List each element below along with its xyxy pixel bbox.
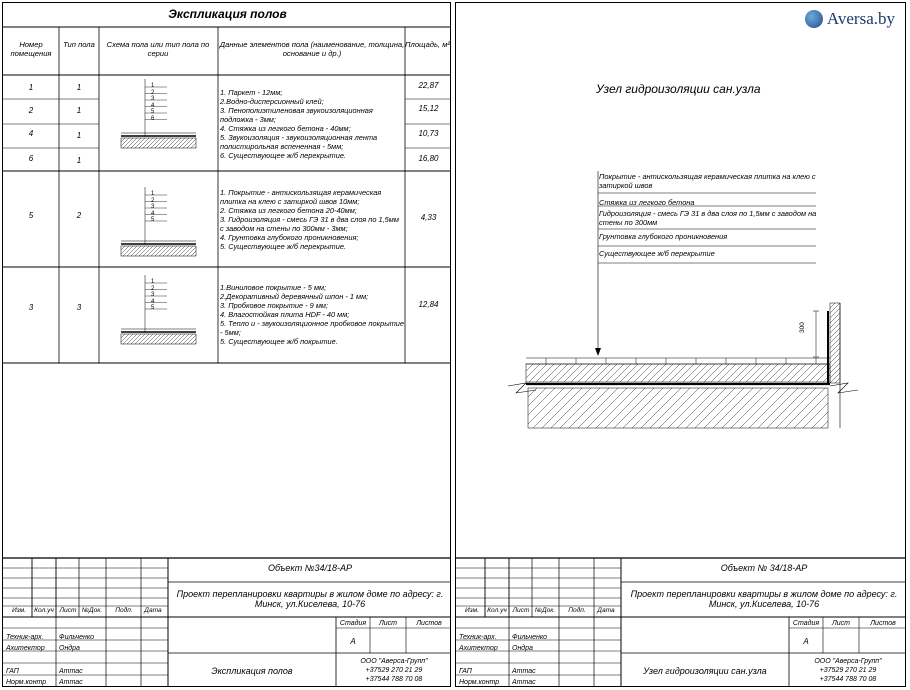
scheme-layer-number: 3 bbox=[151, 292, 155, 298]
scheme-layer-number: 1 bbox=[151, 279, 155, 285]
scheme-layer-number: 4 bbox=[151, 298, 155, 305]
scheme-layer-number: 2 bbox=[151, 285, 155, 292]
scheme-slab-hatch bbox=[121, 334, 196, 344]
stamp-stage-value: А bbox=[803, 637, 809, 646]
stamp-col-izm: Изм. bbox=[464, 607, 480, 614]
stamp-phone: +37544 788 70 08 bbox=[365, 676, 423, 683]
stamp-col-doc: №Док. bbox=[534, 607, 556, 614]
scheme-layer-number: 2 bbox=[151, 89, 155, 96]
layer-label: Стяжка из легкого бетона bbox=[599, 198, 695, 207]
room-area: 12,84 bbox=[418, 300, 439, 309]
stamp-col-podp: Подп. bbox=[568, 607, 586, 614]
room-number: 1 bbox=[28, 83, 34, 92]
stamp-col-list: Лист bbox=[512, 607, 530, 614]
dimension-300: 300 bbox=[799, 322, 806, 333]
col-header-scheme: Схема пола или тип пола по серии bbox=[106, 40, 210, 58]
stamp-object: Объект № 34/18-АР bbox=[720, 563, 808, 573]
floor-type: 1 bbox=[76, 156, 82, 165]
scheme-layer-number: 1 bbox=[151, 191, 155, 197]
stamp-role: Ахитектор bbox=[459, 645, 498, 652]
break-symbol bbox=[830, 383, 858, 393]
stamp-stage-header: Стадия bbox=[792, 620, 820, 627]
layer-label: Существующее ж/б перекрытие bbox=[599, 249, 715, 258]
room-area: 16,80 bbox=[418, 154, 439, 163]
stamp-col-doc: №Док. bbox=[81, 607, 103, 614]
room-number: 2 bbox=[28, 106, 34, 115]
floor-type: 3 bbox=[76, 303, 82, 312]
stamp-col-podp: Подп. bbox=[115, 607, 133, 614]
scheme-layer-number: 1 bbox=[151, 83, 155, 89]
stamp-person: Фильченко bbox=[59, 634, 95, 641]
layer-label: Гидроизоляция - смесь ГЭ 31 в два слоя по 1,5мм с заводом на стены по 300мм bbox=[599, 209, 817, 227]
scheme-layer-number: 5 bbox=[151, 217, 155, 223]
stamp-col-kolvo: Кол.уч bbox=[487, 607, 507, 614]
stamp-role: Ахитектор bbox=[6, 645, 45, 652]
stamp-company: ООО "Аверса-Групп" bbox=[814, 658, 882, 665]
stamp-phone: +37529 270 21 29 bbox=[365, 667, 423, 674]
stamp-project: Проект перепланировки квартиры в жилом доме по адресу: г. Минск, ул.Киселева, 10-76 bbox=[176, 589, 444, 610]
node-title: Узел гидроизоляции сан.узла bbox=[596, 82, 761, 96]
stamp-col-date: Дата bbox=[597, 607, 615, 614]
scheme-layer-number: 4 bbox=[151, 210, 155, 217]
col-header-type: Тип пола bbox=[63, 40, 95, 49]
stamp-phone: +37544 788 70 08 bbox=[819, 676, 877, 683]
scheme-layer-number: 3 bbox=[151, 204, 155, 210]
room-number: 6 bbox=[28, 154, 34, 163]
scheme-layer-number: 2 bbox=[151, 197, 155, 204]
stamp-sheet-name: Узел гидроизоляции сан.узла bbox=[643, 666, 767, 676]
stamp-stage-header: Стадия bbox=[339, 620, 367, 627]
room-area: 22,87 bbox=[418, 81, 439, 90]
room-number: 3 bbox=[28, 303, 34, 312]
sheet-waterproofing-node bbox=[455, 2, 906, 687]
stamp-project: Проект перепланировки квартиры в жилом доме по адресу: г. Минск, ул.Киселева, 10-76 bbox=[630, 589, 898, 610]
room-area: 15,12 bbox=[418, 104, 439, 113]
stamp-role: Техник-арх. bbox=[459, 634, 497, 641]
sheet-floor-explication bbox=[2, 2, 451, 687]
scheme-layer-number: 5 bbox=[151, 109, 155, 115]
stamp-stage-value: А bbox=[350, 637, 356, 646]
col-header-area: Площадь, м² bbox=[405, 40, 450, 49]
scheme-slab-hatch bbox=[121, 246, 196, 256]
floor-description: 1. Покрытие - антискользящая керамическая плитка на клею с затиркой швов 10мм; 2. Стяжка из легкого бетона 20-40мм; 3. Гидроизоляция - смесь ГЭ 31 в два слоя по 1,5мм с заводом на стены по 300мм - 3мм; 4. Грунтовка глубокого проникновения; 5. Существующее ж/б перекрытие. bbox=[220, 188, 399, 252]
floor-type: 1 bbox=[76, 131, 82, 140]
layer-label: Грунтовка глубокого проникновения bbox=[599, 232, 728, 241]
stamp-sheets-header: Листов bbox=[416, 620, 442, 627]
stamp-col-kolvo: Кол.уч bbox=[34, 607, 54, 614]
screed-hatch bbox=[526, 364, 830, 382]
scheme-layer-number: 6 bbox=[151, 115, 155, 122]
layer-label: Покрытие - антискользящая керамическая плитка на клею с затиркой швов bbox=[599, 172, 816, 190]
stamp-role: ГАП bbox=[6, 668, 19, 675]
page-title: Экспликация полов bbox=[168, 7, 287, 21]
stamp-sheet-header: Лист bbox=[831, 620, 851, 627]
slab-hatch bbox=[528, 388, 828, 428]
stamp-person: Аттас bbox=[59, 679, 83, 686]
stamp-person: Ондра bbox=[59, 645, 80, 652]
stamp-phone: +37529 270 21 29 bbox=[819, 667, 877, 674]
floor-description: 1.Виниловое покрытие - 5 мм; 2.Декоративный деревянный шпон - 1 мм; 3. Пробковое покрытие - 9 мм; 4. Влагостойкая плита HDF - 40 мм; 5. Тепло и - звукоизоляционное пробковое покрытие - 5мм; 5. Существующее ж/б покрытие. bbox=[220, 283, 405, 347]
room-area: 10,73 bbox=[418, 129, 439, 138]
stamp-object: Объект №34/18-АР bbox=[268, 563, 352, 573]
stamp-role: ГАП bbox=[459, 668, 472, 675]
stamp-col-date: Дата bbox=[144, 607, 162, 614]
stamp-col-izm: Изм. bbox=[11, 607, 27, 614]
stamp-person: Аттас bbox=[512, 668, 536, 675]
wall-hatch bbox=[830, 303, 840, 383]
scheme-layer-number: 3 bbox=[151, 96, 155, 102]
room-number: 4 bbox=[28, 129, 34, 138]
leader-arrow bbox=[595, 348, 601, 356]
globe-icon bbox=[805, 10, 823, 28]
scheme-layer-number: 4 bbox=[151, 102, 155, 109]
floor-description: 1. Паркет - 12мм; 2.Водно-дисперсионный клей; 3. Пенополиэтиленовая звукоизоляционная подложка - 3мм; 4. Стяжка из легкого бетона - 40мм; 5. Звукоизоляция - звукоизоляционная лента полистирольная вспененная - 5мм; 6. Существующее ж/б перекрытие. bbox=[220, 88, 378, 161]
col-header-room: Номер помещения bbox=[10, 40, 52, 58]
room-number: 5 bbox=[28, 211, 34, 220]
stamp-sheet-name: Экспликация полов bbox=[211, 666, 293, 676]
stamp-col-list: Лист bbox=[59, 607, 77, 614]
stamp-person: Аттас bbox=[512, 679, 536, 686]
logo-text: Aversa.by bbox=[826, 9, 895, 28]
floor-type: 2 bbox=[76, 211, 82, 220]
stamp-sheet-header: Лист bbox=[378, 620, 398, 627]
stamp-role: Норм.контр bbox=[459, 679, 500, 686]
col-header-elements: Данные элементов пола (наименование, толщина, основание и др.) bbox=[219, 40, 405, 58]
stamp-person: Ондра bbox=[512, 645, 533, 652]
room-area: 4,33 bbox=[420, 213, 437, 222]
stamp-person: Фильченко bbox=[512, 634, 548, 641]
stamp-company: ООО "Аверса-Групп" bbox=[360, 658, 428, 665]
aversa-logo[interactable] bbox=[805, 9, 895, 29]
stamp-role: Норм.контр bbox=[6, 679, 47, 686]
stamp-sheets-header: Листов bbox=[870, 620, 896, 627]
floor-type: 1 bbox=[76, 83, 82, 92]
stamp-person: Аттас bbox=[59, 668, 83, 675]
scheme-layer-number: 5 bbox=[151, 305, 155, 311]
scheme-slab-hatch bbox=[121, 138, 196, 148]
stamp-role: Техник-арх. bbox=[6, 634, 44, 641]
floor-type: 1 bbox=[76, 106, 82, 115]
drawing-lines-right bbox=[456, 3, 906, 687]
